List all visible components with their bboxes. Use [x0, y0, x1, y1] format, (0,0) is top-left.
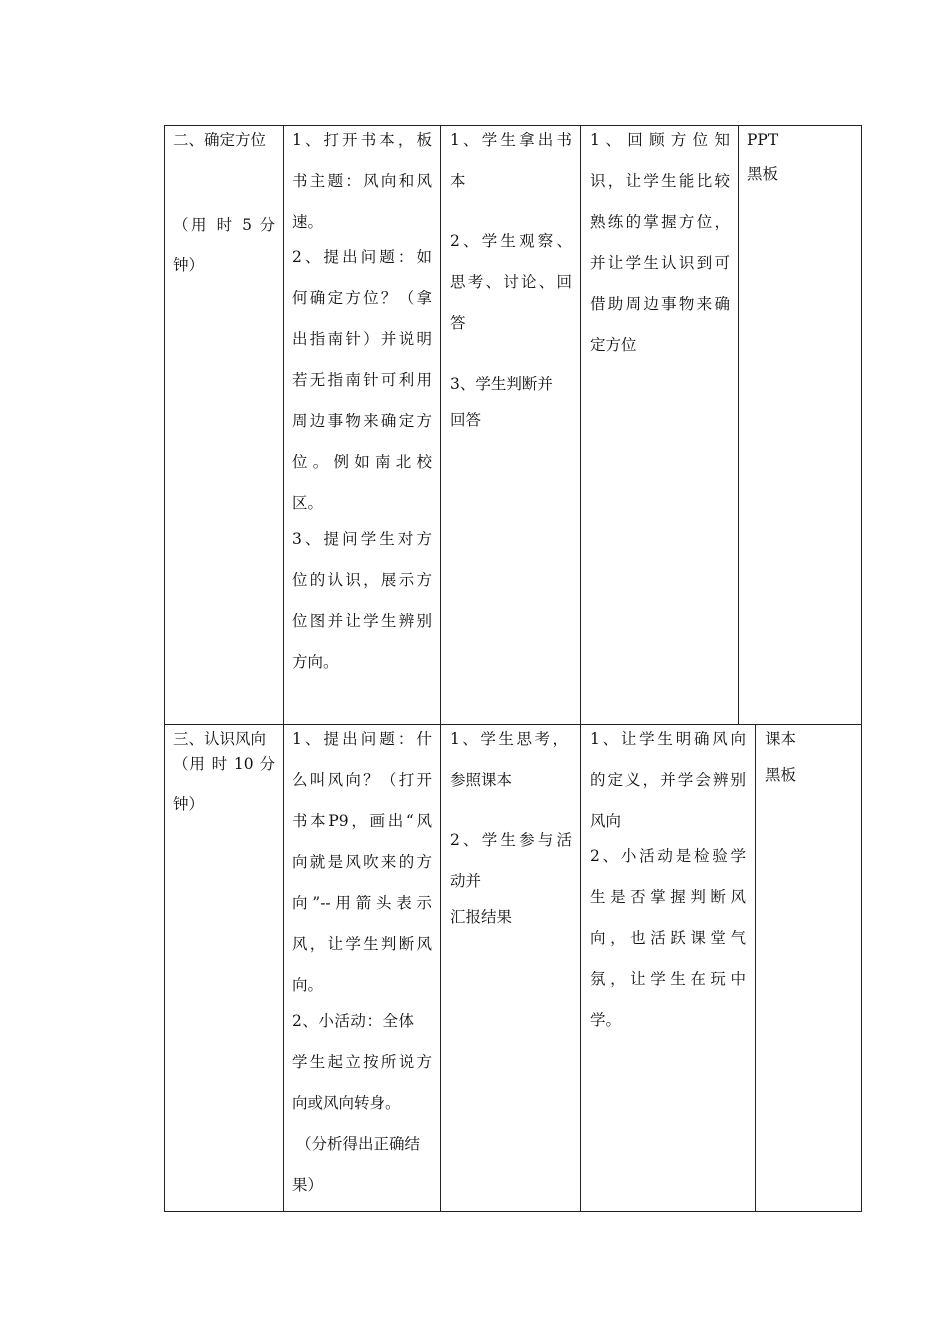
text-line: 2、小活动是检验学: [590, 847, 746, 865]
text-line: 区。: [292, 494, 324, 512]
text-line: 书主题：风向和风: [292, 172, 432, 190]
text-line: PPT: [747, 131, 779, 149]
text-line: 周边事物来确定方: [292, 412, 432, 430]
text-line: 向就是风吹来的方: [292, 853, 432, 871]
text-line: （分析得出正确结: [296, 1135, 421, 1153]
text-line: 并让学生认识到可: [590, 254, 730, 272]
text-line: 速。: [292, 213, 324, 231]
stage-duration: （用 时 5 分: [173, 216, 275, 234]
text-line: 1、学生思考，: [450, 730, 568, 748]
table-bottom-border: [164, 1211, 862, 1212]
text-line: 书本P9，画出“风: [292, 812, 432, 830]
text-line: 2、学生观察、: [450, 232, 572, 250]
stage-duration-end: 钟）: [173, 795, 205, 813]
text-line: 借助周边事物来确: [590, 295, 730, 313]
text-line: 的定义，并学会辨别: [590, 771, 746, 789]
text-line: 1 、 回 顾 方 位 知: [590, 131, 730, 149]
text-line: 若无指南针可利用: [292, 371, 432, 389]
text-line: 方向。: [292, 653, 339, 671]
text-line: 风，让学生判断风: [292, 935, 432, 953]
text-line: 1、打开书本，板: [292, 131, 432, 149]
text-line: 风向: [590, 812, 622, 830]
text-line: 熟练的掌握方位，: [590, 213, 730, 231]
text-line: 答: [450, 314, 466, 332]
table-left-border: [164, 125, 165, 1212]
text-line: 1、让学生明确风向: [590, 730, 746, 748]
text-line: 何确定方位？（拿: [292, 289, 432, 307]
text-line: 识，让学生能比较: [590, 172, 730, 190]
stage-title: 三、认识风向: [173, 730, 267, 748]
text-line: 回答: [450, 411, 482, 429]
text-line: 氛，让学生在玩中: [590, 970, 746, 988]
row-divider: [164, 724, 862, 725]
column-divider: [755, 724, 756, 1212]
text-line: 课本: [765, 730, 797, 748]
text-line: 3、学生判断并: [450, 375, 553, 393]
text-line: 动并: [450, 872, 482, 890]
text-line: 本: [450, 172, 466, 190]
text-line: 学生起立按所说方: [292, 1053, 432, 1071]
table-top-border: [164, 125, 862, 126]
text-line: 参照课本: [450, 771, 513, 789]
text-line: 生是否掌握判断风: [590, 888, 746, 906]
stage-title: 二、确定方位: [173, 131, 267, 149]
text-line: 果）: [292, 1176, 324, 1194]
text-line: 黑板: [747, 165, 779, 183]
text-line: 位图并让学生辨别: [292, 612, 432, 630]
table-right-border: [861, 125, 862, 1212]
text-line: 向”--用箭头表示: [292, 894, 432, 912]
text-line: 向或风向转身。: [292, 1094, 401, 1112]
column-divider: [440, 125, 441, 1212]
column-divider: [738, 125, 739, 725]
text-line: 2、提出问题：如: [292, 248, 432, 266]
text-line: 位。例如南北校: [292, 453, 432, 471]
column-divider: [283, 125, 284, 1212]
text-line: 出指南针）并说明: [292, 330, 432, 348]
text-line: 汇报结果: [450, 908, 513, 926]
text-line: 向，也活跃课堂气: [590, 929, 746, 947]
text-line: 3、提问学生对方: [292, 530, 432, 548]
text-line: 位的认识，展示方: [292, 571, 432, 589]
text-line: 么叫风向？（打开: [292, 771, 432, 789]
text-line: 黑板: [765, 766, 797, 784]
stage-duration-end: 钟）: [173, 256, 205, 274]
text-line: 1、提出问题：什: [292, 730, 432, 748]
text-line: 定方位: [590, 336, 637, 354]
text-line: 学。: [590, 1011, 622, 1029]
text-line: 2、小活动：全体: [292, 1012, 414, 1030]
text-line: 思考、讨论、回: [450, 273, 572, 291]
text-line: 向。: [292, 976, 324, 994]
stage-duration: （用 时 10 分: [173, 755, 275, 773]
text-line: 2、学生参与活: [450, 831, 572, 849]
text-line: 1、学生拿出书: [450, 131, 572, 149]
column-divider: [580, 125, 581, 1212]
